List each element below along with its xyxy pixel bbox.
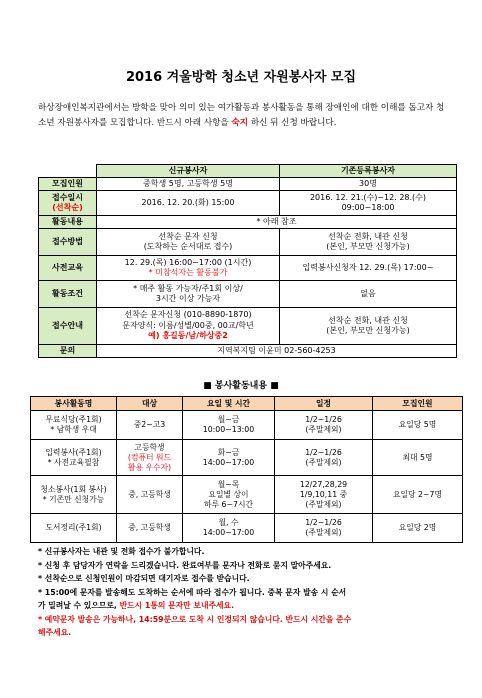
label-guide: 접수안내 [39, 308, 97, 345]
act-target [117, 440, 183, 476]
note-item-cont [38, 599, 458, 613]
act-name-1: 무료식당(주1회) [45, 415, 102, 424]
date-existing [280, 191, 457, 216]
act-name-2: * 사전교육필참 [47, 457, 100, 467]
act-target: 중2~고3 [117, 411, 183, 440]
note-item: 해주세요. [38, 628, 72, 637]
guide-new-2: 문자양식: 이름/성별/00중, 00교/학년 [122, 320, 254, 330]
header-existing: 기존등록봉사자 [280, 165, 457, 178]
act-sched-2: (주말제외) [305, 528, 342, 537]
act-target: 중, 고등학생 [117, 514, 183, 543]
act-header-count: 모집인원 [373, 397, 463, 411]
note-item: * 선착순으로 신청인원이 마감되면 대기자로 접수를 받습니다. [38, 574, 250, 583]
method-new-2: (도착하는 순서대로 접수) [143, 242, 233, 251]
label-method: 접수방법 [39, 229, 97, 256]
edu-existing: 입력봉사신청자 12. 29.(목) 17:00~ [280, 256, 457, 281]
recruit-table [38, 164, 457, 358]
date-existing-2: 09:00~18:00 [341, 203, 395, 212]
act-target-2: (컴퓨터 워드 [127, 452, 172, 462]
act-name-2: * 기존만 신청가능 [42, 494, 105, 504]
intro-text: 하상장애인복지관에서는 방학을 맞아 의미 있는 여가활동과 봉사활동을 통해 장애인에 대한 이해를 돕고자 청소년 자원봉사자를 모집합니다. 반드시 아래 사항을 [38, 103, 445, 128]
act-schedule [275, 476, 373, 514]
method-existing-2: (본인, 부모만 신청가능) [326, 242, 410, 251]
act-target: 중, 고등학생 [117, 476, 183, 514]
act-time-2: 10:00~13:00 [202, 425, 255, 434]
act-time-2: 요일별 상이 [208, 489, 249, 499]
act-time-3: 하루 6~7시간 [203, 499, 254, 509]
label-date-main: 접수일시 [52, 192, 83, 202]
act-name [31, 440, 117, 476]
act-time [183, 440, 275, 476]
intro-paragraph [38, 101, 450, 131]
act-name [31, 411, 117, 440]
note-item: * 신청 후 담당자가 연락을 드리겠습니다. 완료여부를 문자나 전화로 묻지 말아주세요. [38, 560, 332, 570]
date-new: 2016. 12. 20.(화) 15:00 [97, 191, 280, 216]
cond-new-2: 3시간 이상 가능자 [155, 294, 221, 303]
act-sched-1: 12/27,28,29 [299, 479, 348, 489]
act-sched-1: 1/2~1/26 [305, 415, 342, 424]
act-sched-2: 1/9,10,11 중 [299, 489, 348, 499]
table-row [31, 476, 463, 514]
edu-new [97, 256, 280, 281]
note-item: * 15:00에 문자를 발송해도 도착하는 순서에 따라 접수가 됩니다. 중복 문자 발송 시 순서 [38, 587, 347, 597]
guide-existing-1: 선착순 전화, 내관 신청 [328, 315, 408, 325]
act-count: 요일당 2명 [373, 514, 463, 543]
label-edu: 사전교육 [39, 256, 97, 281]
act-time-1: 월~금 [217, 415, 240, 424]
act-schedule [275, 514, 373, 543]
act-time [183, 476, 275, 514]
act-sched-1: 1/2~1/26 [305, 518, 342, 527]
label-contact: 문의 [39, 345, 97, 358]
guide-new [97, 308, 280, 345]
act-time-1: 월, 수 [218, 518, 239, 527]
act-time-2: 14:00~17:00 [202, 528, 255, 537]
act-time-1: 화~금 [217, 447, 240, 457]
act-name-1: 청소봉사(1회 봉사) [40, 484, 107, 494]
table-row [31, 440, 463, 476]
act-header-schedule: 일정 [275, 397, 373, 411]
guide-new-3: 예) 홍길동/남/하상중2 [148, 331, 228, 341]
empty-corner [39, 165, 97, 178]
act-name-1: 입력봉사(주1회) [45, 447, 102, 457]
act-schedule [275, 440, 373, 476]
edu-new-2: * 미참석자는 활동불가 [148, 268, 228, 277]
act-target-3: 활용 우수자) [127, 462, 172, 472]
act-header-name: 봉사활동명 [31, 397, 117, 411]
act-sched-2: (주말제외) [305, 457, 342, 467]
date-existing-1: 2016. 12. 21.(수)~12. 28.(수) [309, 192, 427, 202]
count-new: 중학생 5명, 고등학생 5명 [97, 178, 280, 191]
act-time-2: 14:00~17:00 [202, 457, 255, 467]
cond-existing: 없음 [280, 281, 457, 308]
label-date-sub: (선착순) [52, 203, 83, 212]
method-existing [280, 229, 457, 256]
method-new-1: 선착순 문자 신청 [158, 231, 218, 241]
count-existing: 30명 [280, 178, 457, 191]
act-time [183, 411, 275, 440]
method-existing-1: 선착순 전화, 내관 신청 [328, 231, 408, 241]
contact-value: 지역복지팀 이윤미 02-560-4253 [97, 345, 457, 358]
method-new [97, 229, 280, 256]
act-count: 요일당 2~7명 [373, 476, 463, 514]
cond-new [97, 281, 280, 308]
table-row [31, 514, 463, 543]
act-count: 최대 5명 [373, 440, 463, 476]
edu-new-1: 12. 29.(목) 16:00~17:00 (1시간) [124, 257, 252, 267]
table-row [31, 411, 463, 440]
label-cond: 활동조건 [39, 281, 97, 308]
act-header-target: 대상 [117, 397, 183, 411]
note-item: * 신규봉사자는 내관 및 전화 접수가 불가합니다. [38, 547, 205, 556]
intro-tail: 하신 뒤 신청 바랍니다. [250, 118, 337, 128]
intro-highlight: 숙지 [231, 118, 249, 128]
act-name-2: * 남학생 우대 [50, 425, 97, 434]
note-item: * 예약문자 발송은 가능하나, 14:59분으로 도착 시 인정되지 않습니다. 반드시 시간을 준수 [38, 614, 352, 624]
section-title: ■ 봉사활동내용 ■ [203, 381, 279, 391]
note-cont-text: 가 밀려날 수 있으므로, [38, 601, 117, 610]
act-header-time: 요일 및 시간 [183, 397, 275, 411]
act-sched-1: 1/2~1/26 [305, 447, 342, 457]
act-schedule [275, 411, 373, 440]
page-title: 2016 겨울방학 청소년 자원봉사자 모집 [125, 70, 357, 85]
label-date [39, 191, 97, 216]
cond-new-1: * 매주 활동 가능자/주1회 이상/ [133, 283, 243, 293]
note-cont-red: 반드시 1통의 문자만 보내주세요. [119, 601, 235, 610]
act-target-1: 고등학생 [134, 442, 165, 452]
act-sched-2: (주말제외) [305, 425, 342, 434]
act-name [31, 476, 117, 514]
header-new: 신규봉사자 [97, 165, 280, 178]
act-time [183, 514, 275, 543]
guide-existing [280, 308, 457, 345]
label-count: 모집인원 [39, 178, 97, 191]
guide-existing-2: (본인, 부모만 신청가능) [326, 326, 410, 335]
content-value: * 아래 참조 [97, 216, 457, 229]
act-name: 도서정리(주1회) [31, 514, 117, 543]
act-sched-3: (주말제외) [305, 499, 342, 509]
guide-new-1: 선착순 문자신청 (010-8890-1870) [124, 310, 252, 320]
label-content: 활동내용 [39, 216, 97, 229]
act-time-1: 월~목 [217, 479, 240, 489]
act-count: 요일당 5명 [373, 411, 463, 440]
activity-table [30, 396, 463, 543]
notes-list [38, 545, 458, 640]
